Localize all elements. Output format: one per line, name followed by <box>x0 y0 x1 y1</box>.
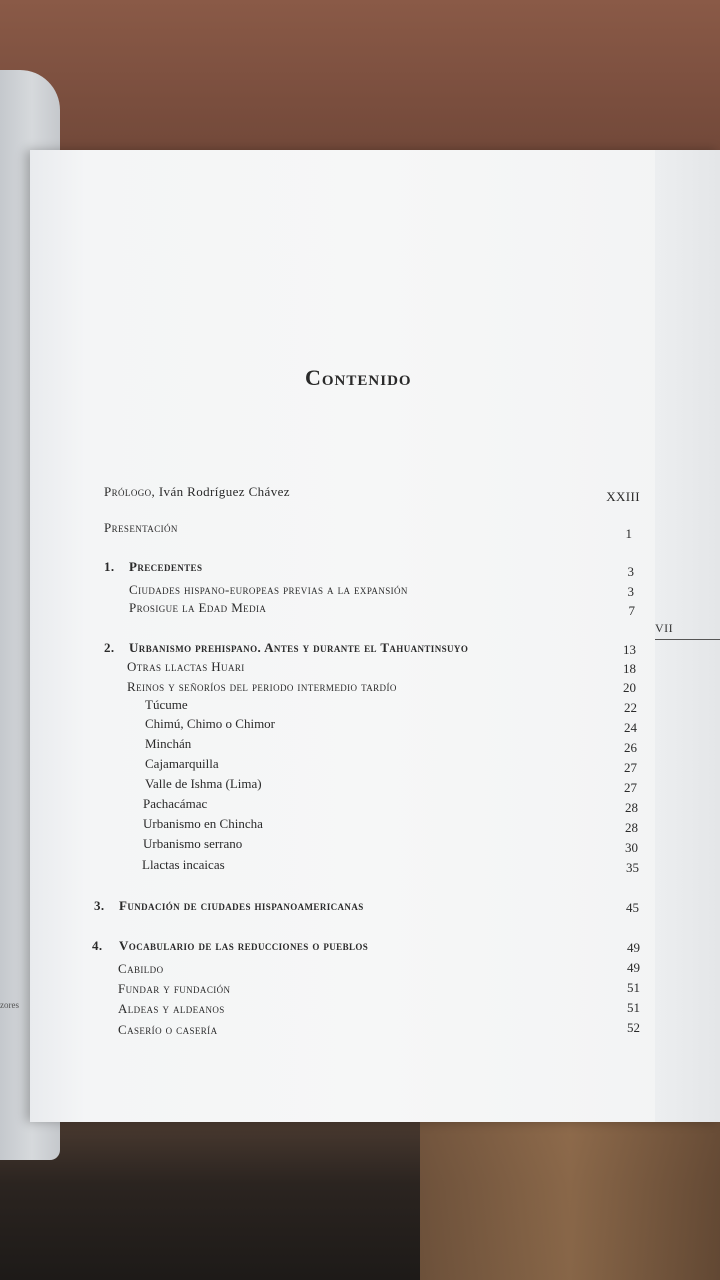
toc-page: 28 <box>625 800 638 815</box>
toc-entry: Urbanismo en Chincha <box>143 816 263 831</box>
toc-page: 51 <box>627 980 640 995</box>
toc-page: 27 <box>624 780 637 795</box>
toc-page: 52 <box>627 1020 640 1035</box>
toc-chapter-fundacion: Fundación de ciudades hispanoamericanas <box>119 898 364 913</box>
toc-chapter-precedentes: Precedentes <box>129 559 203 574</box>
toc-entry: Chimú, Chimo o Chimor <box>145 716 276 731</box>
toc-entry: Cabildo <box>118 961 164 976</box>
toc-chapter-vocabulario: Vocabulario de las reducciones o pueblos <box>119 938 369 953</box>
left-page-fragment: zores <box>0 1000 19 1010</box>
toc-page: 30 <box>625 840 638 855</box>
toc-entry: Minchán <box>145 736 192 751</box>
toc-page: 35 <box>626 860 639 875</box>
toc-entry-prologo: Prólogo, Iván Rodríguez Chávez <box>104 484 290 499</box>
page-number-rule <box>655 639 720 640</box>
toc-page: 51 <box>627 1000 640 1015</box>
toc-page: 1 <box>625 526 632 541</box>
toc-page: 13 <box>623 642 636 657</box>
toc-entry: Aldeas y aldeanos <box>118 1001 225 1016</box>
toc-page: 45 <box>626 900 639 915</box>
toc-entry: Urbanismo serrano <box>143 836 243 851</box>
next-page-edge <box>655 150 720 1122</box>
toc-page: 3 <box>627 564 634 579</box>
toc-page: 24 <box>624 720 637 735</box>
toc-page: 20 <box>623 680 636 695</box>
toc-page: 49 <box>627 940 640 955</box>
toc-entry: Fundar y fundación <box>118 981 231 996</box>
toc-number: 4. <box>92 938 103 953</box>
toc-chapter-urbanismo: Urbanismo prehispano. Antes y durante el Tahuantinsuyo <box>129 640 469 655</box>
toc-entry: Prosigue la Edad Media <box>129 600 267 615</box>
toc-entry: Caserío o casería <box>118 1022 218 1037</box>
toc-page: 26 <box>624 740 637 755</box>
toc-page: 22 <box>624 700 637 715</box>
toc-entry: Pachacámac <box>143 796 208 811</box>
toc-page: 3 <box>627 584 634 599</box>
toc-page: XXIII <box>606 489 640 504</box>
toc-entry: Llactas incaicas <box>142 857 225 872</box>
toc-page: 18 <box>623 661 636 676</box>
page-number: VII <box>655 621 674 635</box>
toc-entry: Ciudades hispano-europeas previas a la expansión <box>129 582 408 597</box>
toc-entry-presentacion: Presentación <box>104 520 178 535</box>
page-title: Contenido <box>305 365 412 390</box>
toc-page: 49 <box>627 960 640 975</box>
table-surface <box>0 0 720 170</box>
floor-wood <box>420 1120 720 1280</box>
toc-number: 1. <box>104 559 115 574</box>
toc-number: 2. <box>104 640 115 655</box>
toc-entry: Reinos y señoríos del periodo intermedio tardío <box>127 679 397 694</box>
toc-page: 27 <box>624 760 637 775</box>
toc-entry: Cajamarquilla <box>145 756 219 771</box>
toc-page: 28 <box>625 820 638 835</box>
toc-entry: Valle de Ishma (Lima) <box>145 776 262 791</box>
toc-entry: Otras llactas Huari <box>127 659 245 674</box>
toc-entry: Túcume <box>145 697 188 712</box>
toc-number: 3. <box>94 898 105 913</box>
toc-page: 7 <box>628 603 635 618</box>
